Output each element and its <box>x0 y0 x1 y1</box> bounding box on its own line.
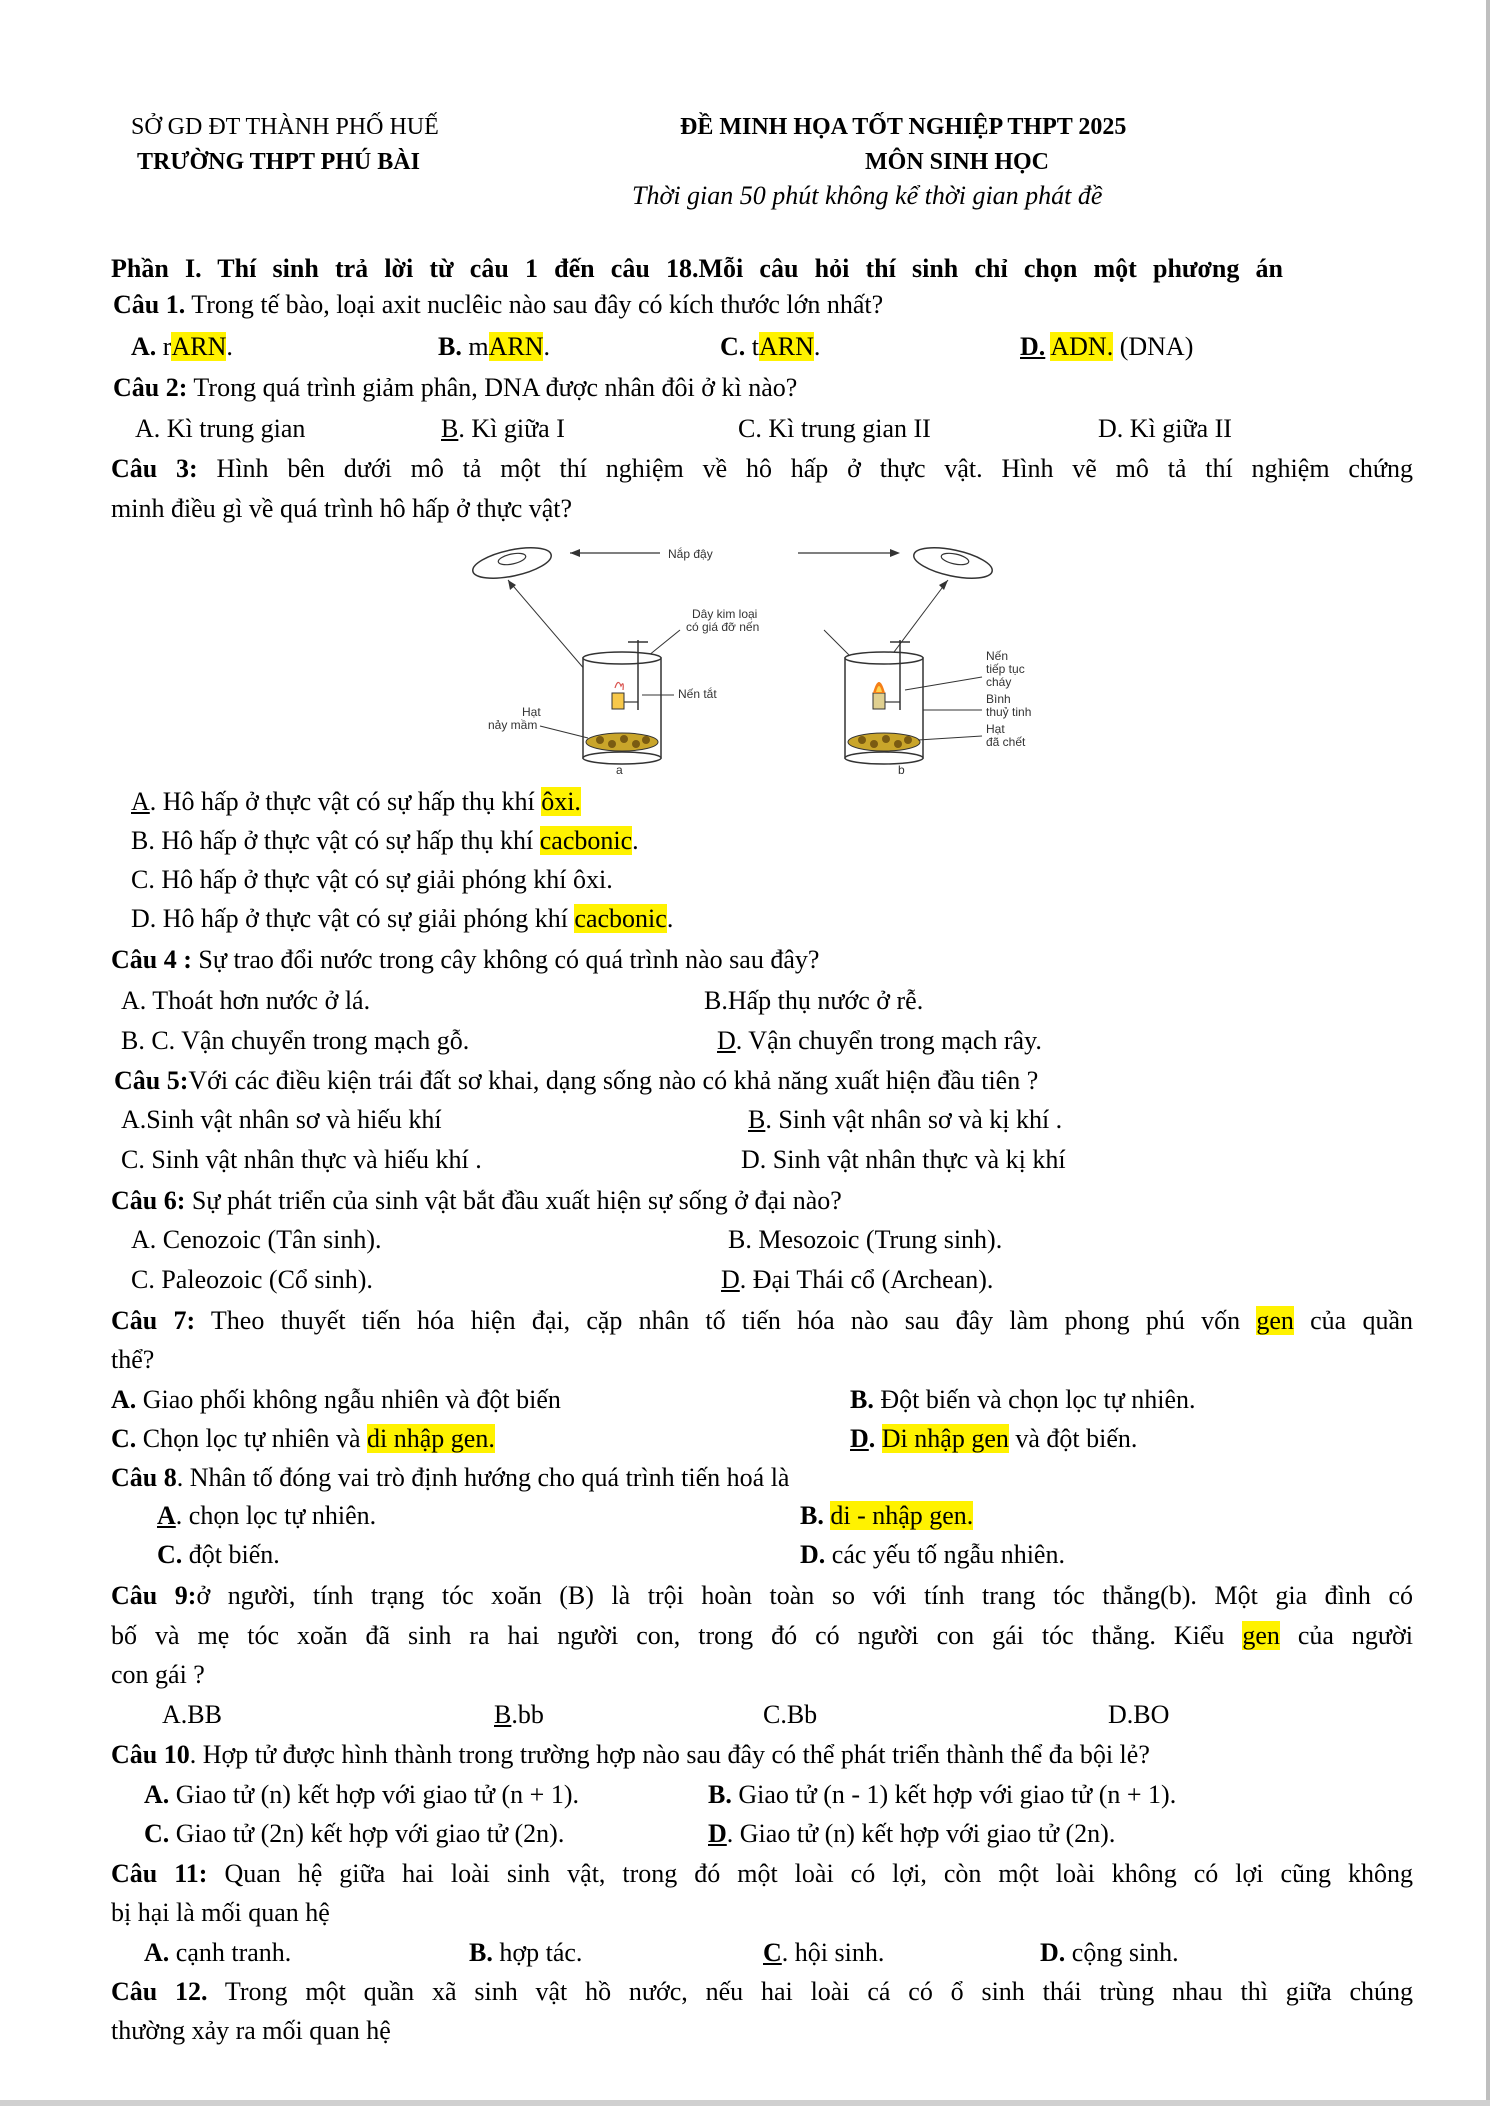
q4-text: Sự trao đổi nước trong cây không có quá trình nào sau đây? <box>191 945 820 974</box>
jar-b-icon <box>845 640 923 764</box>
q10-b-letter: B. <box>708 1780 732 1809</box>
q1-text: Trong tế bào, loại axit nuclêic nào sau đây có kích thước lớn nhất? <box>185 290 884 319</box>
part1-title: Phần I. Thí sinh trả lời từ câu 1 đến câu 18.Mỗi câu hỏi thí sinh chỉ chọn một phương án <box>111 254 1283 283</box>
q11-c-text: . hội sinh. <box>781 1938 885 1967</box>
q7-c-text: Chọn lọc tự nhiên và <box>136 1424 368 1453</box>
q1-a-highlight: ARN <box>171 332 227 361</box>
q3-b-end: . <box>632 826 639 855</box>
q6-d-letter: D <box>721 1265 740 1294</box>
q12-stem-line1 <box>111 1976 1413 2008</box>
q12-label: Câu 12. <box>111 1977 208 2006</box>
label-germ-seed-2: nảy mầm <box>488 718 538 732</box>
right-lid-icon <box>911 542 995 584</box>
q9-b-letter: B <box>494 1700 512 1729</box>
q3-stem-line1 <box>111 453 1413 485</box>
q12-text: Trong một quần xã sinh vật hồ nước, nếu hai loài cá có ổ sinh thái trùng nhau thì giữa chúng <box>207 1977 1413 2006</box>
q9-text: ở người, tính trạng tóc xoăn (B) là trội hoàn toàn so với tính trang tóc thẳng(b). Một gia đình có <box>196 1581 1413 1610</box>
q12-stem-line2: thường xảy ra mối quan hệ <box>111 2016 391 2045</box>
q1-a-letter: A. <box>131 332 157 361</box>
q10-option-b[interactable] <box>708 1779 1176 1811</box>
q6-option-d[interactable] <box>721 1264 993 1296</box>
q1-c-highlight: ARN <box>759 332 814 361</box>
q7-option-d[interactable] <box>850 1423 1137 1455</box>
q5-stem <box>114 1065 1038 1097</box>
q9-option-c[interactable]: C.Bb <box>763 1700 818 1729</box>
q11-stem-line2: bị hại là mối quan hệ <box>111 1898 330 1927</box>
q3-option-b[interactable] <box>131 825 639 857</box>
q9-option-b[interactable] <box>494 1699 544 1731</box>
q8-label: Câu 8 <box>111 1463 177 1492</box>
q1-d-letter: D. <box>1020 332 1046 361</box>
q7-c-letter: C. <box>111 1424 137 1453</box>
q3-option-d[interactable] <box>131 903 673 935</box>
q1-option-a[interactable] <box>131 331 233 363</box>
q1-b-end: . <box>543 332 550 361</box>
q8-c-text: đột biến. <box>182 1540 280 1569</box>
q2-option-b[interactable] <box>441 413 565 445</box>
q9-stem-line2 <box>111 1620 1413 1652</box>
q8-stem <box>111 1462 789 1494</box>
q4-option-b[interactable]: B.Hấp thụ nước ở rễ. <box>704 986 924 1015</box>
q1-a-text: r <box>156 332 172 361</box>
q11-b-letter: B. <box>469 1938 493 1967</box>
q2-label: Câu 2: <box>113 373 188 402</box>
q1-d-highlight: ADN. <box>1050 332 1114 361</box>
q8-b-letter: B. <box>800 1501 824 1530</box>
q1-option-c[interactable] <box>720 331 820 363</box>
label-wire: Dây kim loại <box>692 607 758 621</box>
q1-c-letter: C. <box>720 332 746 361</box>
q2-text: Trong quá trình giảm phân, DNA được nhân đôi ở kì nào? <box>187 373 798 402</box>
q8-option-d[interactable] <box>800 1539 1065 1571</box>
q7-d-highlight: Di nhập gen <box>881 1424 1009 1453</box>
label-dead-seed-2: đã chết <box>986 735 1026 749</box>
respiration-experiment-figure <box>460 530 1090 775</box>
q11-c-letter: C <box>763 1938 782 1967</box>
label-candle-burn-2: tiếp tục <box>986 662 1025 676</box>
q8-option-a[interactable] <box>157 1500 376 1532</box>
q1-a-end: . <box>226 332 233 361</box>
label-candle-burn-1: Nến <box>986 649 1009 663</box>
q2-option-d[interactable]: D. Kì giữa II <box>1098 414 1232 443</box>
q9-label: Câu 9: <box>111 1581 197 1610</box>
q6-label: Câu 6: <box>111 1186 186 1215</box>
q9-text-2-end: của người <box>1279 1621 1413 1650</box>
q8-text: . Nhân tố đóng vai trò định hướng cho quá trình tiến hoá là <box>176 1463 790 1492</box>
q3-text: Hình bên dưới mô tả một thí nghiệm về hô hấp ở thực vật. Hình vẽ mô tả thí nghiệm chứng <box>197 454 1413 483</box>
q7-d-letter: D <box>850 1424 869 1453</box>
q8-option-b[interactable] <box>800 1500 973 1532</box>
label-jar-a: a <box>616 763 623 775</box>
q5-b-letter: B <box>748 1105 766 1134</box>
q7-stem-line2: thể? <box>111 1345 155 1374</box>
label-jar-1: Bình <box>986 692 1011 706</box>
label-germ-seed-1: Hạt <box>522 705 541 719</box>
q9-stem-line1 <box>111 1580 1413 1612</box>
label-jar-b: b <box>898 763 905 775</box>
q8-a-letter: A <box>157 1501 176 1530</box>
label-candle-burn-3: cháy <box>986 675 1012 689</box>
q9-b-text: .bb <box>511 1700 544 1729</box>
q10-c-text: Giao tử (2n) kết hợp với giao tử (2n). <box>169 1819 565 1848</box>
exam-time-note: Thời gian 50 phút không kể thời gian phát đề <box>632 181 1103 210</box>
page-edge-right <box>1486 0 1490 2106</box>
q10-option-c[interactable] <box>144 1818 564 1850</box>
q11-option-d[interactable] <box>1040 1937 1179 1969</box>
q6-option-b[interactable]: B. Mesozoic (Trung sinh). <box>728 1225 1003 1254</box>
q4-option-d[interactable] <box>717 1025 1042 1057</box>
q1-label: Câu 1. <box>113 290 186 319</box>
q1-option-b[interactable] <box>438 331 550 363</box>
q1-d-end: (DNA) <box>1113 332 1194 361</box>
exam-subject: MÔN SINH HỌC <box>865 149 1050 175</box>
q6-option-c[interactable]: C. Paleozoic (Cổ sinh). <box>131 1265 373 1294</box>
q9-option-a[interactable]: A.BB <box>162 1700 222 1729</box>
q3-b-highlight: cacbonic <box>539 826 633 855</box>
q10-text: . Hợp tử được hình thành trong trường hợp nào sau đây có thể phát triển thành thể đa bội lẻ? <box>189 1740 1150 1769</box>
q7-c-highlight: di nhập gen. <box>367 1424 495 1453</box>
label-jar-2: thuỷ tinh <box>986 705 1032 719</box>
label-wire-2: có giá đỡ nến <box>686 620 760 634</box>
q3-a-letter: A <box>131 787 150 816</box>
q11-d-letter: D. <box>1040 1938 1066 1967</box>
q8-d-text: các yếu tố ngẫu nhiên. <box>825 1540 1065 1569</box>
q11-stem-line1 <box>111 1858 1413 1890</box>
q6-option-a[interactable]: A. Cenozoic (Tân sinh). <box>131 1225 382 1254</box>
q11-b-text: hợp tác. <box>492 1938 583 1967</box>
q10-d-letter: D <box>708 1819 727 1848</box>
q2-stem <box>113 372 797 404</box>
q3-label: Câu 3: <box>111 454 198 483</box>
q3-a-highlight: ôxi. <box>541 787 581 816</box>
q5-text: Với các điều kiện trái đất sơ khai, dạng sống nào có khả năng xuất hiện đầu tiên ? <box>188 1066 1039 1095</box>
q11-option-b[interactable] <box>469 1937 582 1969</box>
q4-d-text: . Vận chuyển trong mạch rây. <box>735 1026 1042 1055</box>
q8-c-letter: C. <box>157 1540 183 1569</box>
jar-a-icon <box>583 640 661 764</box>
q2-option-a[interactable]: A. Kì trung gian <box>135 414 306 443</box>
q11-a-letter: A. <box>144 1938 170 1967</box>
q7-b-letter: B. <box>850 1385 874 1414</box>
left-lid-icon <box>470 542 554 584</box>
q4-stem <box>111 944 819 976</box>
header-school: TRƯỜNG THPT PHÚ BÀI <box>137 149 420 175</box>
q1-c-end: . <box>813 332 821 361</box>
q7-a-text: Giao phối không ngẫu nhiên và đột biến <box>136 1385 561 1414</box>
q7-b-text: Đột biến và chọn lọc tự nhiên. <box>873 1385 1196 1414</box>
q1-b-highlight: ARN <box>488 332 544 361</box>
q10-option-a[interactable] <box>144 1779 579 1811</box>
q1-stem <box>113 289 883 321</box>
page-edge-bottom <box>0 2100 1490 2106</box>
q3-option-a[interactable] <box>131 786 581 818</box>
q10-stem <box>111 1739 1150 1771</box>
q7-highlight: gen <box>1256 1306 1294 1335</box>
q7-option-a[interactable] <box>111 1384 561 1416</box>
q6-stem <box>111 1185 842 1217</box>
q9-highlight: gen <box>1242 1621 1280 1650</box>
label-dead-seed-1: Hạt <box>986 722 1005 736</box>
q11-label: Câu 11: <box>111 1859 208 1888</box>
q7-d-text: và đột biến. <box>1008 1424 1138 1453</box>
q7-stem-line1 <box>111 1305 1413 1337</box>
q9-option-d[interactable]: D.BO <box>1108 1700 1170 1729</box>
q11-a-text: cạnh tranh. <box>169 1938 292 1967</box>
q5-option-b[interactable] <box>748 1104 1062 1136</box>
q3-d-highlight: cacbonic <box>574 904 667 933</box>
q10-c-letter: C. <box>144 1819 170 1848</box>
q10-d-text: . Giao tử (n) kết hợp với giao tử (2n). <box>726 1819 1116 1848</box>
q7-a-letter: A. <box>111 1385 137 1414</box>
q3-a-text: . Hô hấp ở thực vật có sự hấp thụ khí <box>149 787 542 816</box>
q11-option-a[interactable] <box>144 1937 291 1969</box>
q4-d-letter: D <box>717 1026 736 1055</box>
header-department: SỞ GD ĐT THÀNH PHỐ HUẾ <box>131 114 439 140</box>
q8-option-c[interactable] <box>157 1539 280 1571</box>
q4-option-c[interactable]: B. C. Vận chuyển trong mạch gỗ. <box>121 1026 470 1055</box>
q8-a-text: . chọn lọc tự nhiên. <box>175 1501 377 1530</box>
label-lid: Nắp đậy <box>668 547 713 561</box>
q11-option-c[interactable] <box>763 1937 884 1969</box>
q5-option-a[interactable]: A.Sinh vật nhân sơ và hiếu khí <box>121 1105 442 1134</box>
q3-stem-line2: minh điều gì về quá trình hô hấp ở thực vật? <box>111 494 573 523</box>
q6-d-text: . Đại Thái cổ (Archean). <box>739 1265 994 1294</box>
q7-option-b[interactable] <box>850 1384 1196 1416</box>
q2-option-c[interactable]: C. Kì trung gian II <box>738 414 931 443</box>
q7-d-dot: . <box>868 1424 876 1453</box>
q4-label: Câu 4 : <box>111 945 192 974</box>
q1-c-text: t <box>745 332 760 361</box>
q8-d-letter: D. <box>800 1540 826 1569</box>
q10-option-d[interactable] <box>708 1818 1115 1850</box>
q9-stem-line3: con gái ? <box>111 1660 205 1689</box>
q1-option-d[interactable] <box>1020 331 1193 363</box>
q5-option-c[interactable]: C. Sinh vật nhân thực và hiếu khí . <box>121 1145 482 1174</box>
q3-option-c[interactable]: C. Hô hấp ở thực vật có sự giải phóng khí ôxi. <box>131 865 613 894</box>
q4-option-a[interactable]: A. Thoát hơn nước ở lá. <box>121 986 371 1015</box>
q6-text: Sự phát triển của sinh vật bắt đầu xuất hiện sự sống ở đại nào? <box>185 1186 842 1215</box>
q5-option-d[interactable]: D. Sinh vật nhân thực và kị khí <box>741 1145 1066 1174</box>
q1-b-letter: B. <box>438 332 462 361</box>
q10-b-text: Giao tử (n - 1) kết hợp với giao tử (n + 1). <box>731 1780 1177 1809</box>
q10-a-letter: A. <box>144 1780 170 1809</box>
q7-option-c[interactable] <box>111 1423 495 1455</box>
label-candle-out: Nến tắt <box>678 687 717 701</box>
q11-text: Quan hệ giữa hai loài sinh vật, trong đó một loài có lợi, còn một loài không có lợi cũng không <box>207 1859 1413 1888</box>
q7-text-end: của quần <box>1293 1306 1413 1335</box>
q5-b-text: . Sinh vật nhân sơ và kị khí . <box>765 1105 1063 1134</box>
q10-a-text: Giao tử (n) kết hợp với giao tử (n + 1). <box>169 1780 579 1809</box>
q10-label: Câu 10 <box>111 1740 190 1769</box>
q11-d-text: cộng sinh. <box>1065 1938 1179 1967</box>
q7-text: Theo thuyết tiến hóa hiện đại, cặp nhân tố tiến hóa nào sau đây làm phong phú vốn <box>195 1306 1257 1335</box>
q7-label: Câu 7: <box>111 1306 196 1335</box>
q2-b-text: . Kì giữa I <box>458 414 565 443</box>
q2-b-letter: B <box>441 414 459 443</box>
q3-d-end: . <box>666 904 674 933</box>
q3-b-text: B. Hô hấp ở thực vật có sự hấp thụ khí <box>131 826 540 855</box>
q8-b-highlight: di - nhập gen. <box>830 1501 974 1530</box>
q5-label: Câu 5: <box>114 1066 189 1095</box>
q3-d-text: D. Hô hấp ở thực vật có sự giải phóng khí <box>131 904 575 933</box>
exam-title: ĐỀ MINH HỌA TỐT NGHIỆP THPT 2025 <box>680 114 1127 140</box>
q1-b-text: m <box>461 332 489 361</box>
q9-text-2: bố và mẹ tóc xoăn đã sinh ra hai người con, trong đó có người con gái tóc thẳng. Kiểu <box>111 1621 1243 1650</box>
